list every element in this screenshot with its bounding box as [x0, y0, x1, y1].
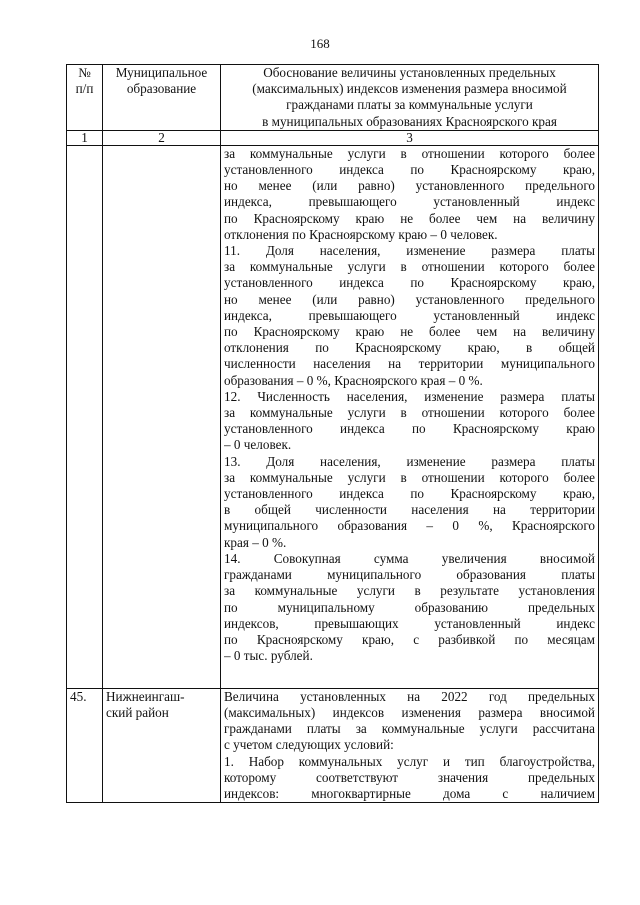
- row-number-cell: 45.: [67, 688, 103, 802]
- header-basis-line: Обоснование величины установленных предельных: [263, 65, 556, 80]
- basis-text-line: численности населения на территории муниципального: [224, 356, 595, 372]
- header-municipality-line: образование: [126, 81, 197, 97]
- header-basis-line: гражданами платы за коммунальные услуги: [286, 97, 533, 113]
- column-index-1: 1: [67, 130, 103, 145]
- basis-text-line: 1. Набор коммунальных услуг и тип благоустройства,: [224, 753, 595, 769]
- basis-text: [224, 146, 595, 665]
- basis-cell: [221, 145, 599, 688]
- basis-text-line: по муниципальному образованию предельных: [224, 599, 595, 615]
- column-header-municipality: [103, 65, 221, 131]
- basis-text-line: по Красноярскому краю не более чем на величину: [224, 324, 595, 340]
- basis-text-line: за коммунальные услуги в отношении которого более: [224, 469, 595, 485]
- basis-text: [224, 689, 595, 802]
- basis-text-line: индексов, превышающих установленный индекс: [224, 615, 595, 631]
- basis-text-line: индекса, превышающего установленный индекс: [224, 194, 595, 210]
- basis-text-line: – 0 тыс. рублей.: [224, 648, 313, 664]
- column-index-row: [67, 130, 599, 145]
- basis-text-line: по Красноярскому краю не более чем на величину: [224, 210, 595, 226]
- basis-text-line: которому соответствуют значения предельных: [224, 769, 595, 785]
- basis-text-line: индекса, превышающего установленный индекс: [224, 307, 595, 323]
- table-row: [67, 688, 599, 802]
- basis-text-line: с учетом следующих условий:: [224, 737, 394, 753]
- basis-text-line: 11. Доля населения, изменение размера платы: [224, 243, 595, 259]
- basis-text-line: Величина установленных на 2022 год предельных: [224, 688, 595, 704]
- basis-text-line: по Красноярскому краю, с разбивкой по месяцам: [224, 631, 595, 647]
- column-index-3: 3: [221, 130, 599, 145]
- header-basis-line: в муниципальных образованиях Красноярского края: [262, 113, 557, 129]
- header-number-line: п/п: [75, 81, 94, 97]
- basis-text-line: установленного индекса по Красноярскому краю,: [224, 486, 595, 502]
- basis-text-line: 14. Совокупная сумма увеличения вносимой: [224, 550, 595, 566]
- basis-text-line: муниципального образования – 0 %, Красноярского: [224, 518, 595, 534]
- municipal-index-table: [66, 64, 599, 803]
- table-header-row: [67, 65, 599, 131]
- basis-text-line: за коммунальные услуги в отношении которого более: [224, 145, 595, 161]
- basis-text-line: 13. Доля населения, изменение размера платы: [224, 453, 595, 469]
- row-number-cell: [67, 145, 103, 688]
- column-header-number: [67, 65, 103, 131]
- table-row: [67, 145, 599, 688]
- header-municipality-line: Муниципальное: [115, 65, 208, 80]
- basis-text-line: гражданами платы за коммунальные услуги рассчитана: [224, 721, 595, 737]
- basis-text-line: гражданами муниципального образования платы: [224, 567, 595, 583]
- basis-text-line: 12. Численность населения, изменение размера платы: [224, 388, 595, 404]
- municipality-name-line: ский район: [106, 705, 169, 721]
- header-basis-line: (максимальных) индексов изменения размера вносимой: [252, 81, 567, 97]
- basis-text-line: установленного индекса по Красноярскому краю,: [224, 162, 595, 178]
- municipality-cell: [103, 145, 221, 688]
- basis-text-line: края – 0 %.: [224, 534, 287, 550]
- column-index-2: 2: [103, 130, 221, 145]
- basis-text-line: в общей численности населения на территории: [224, 502, 595, 518]
- municipality-cell: [103, 688, 221, 802]
- column-header-basis: [221, 65, 599, 131]
- header-number-line: №: [78, 65, 91, 80]
- basis-text-line: но менее (или равно) установленного предельного: [224, 291, 595, 307]
- basis-text-line: отклонения по Красноярскому краю, в общей: [224, 340, 595, 356]
- page-number: 168: [310, 36, 330, 51]
- basis-text-line: индексов: многоквартирные дома с наличием: [224, 786, 595, 802]
- basis-text-line: установленного индекса по Красноярскому краю: [224, 421, 595, 437]
- basis-text-line: отклонения по Красноярскому краю – 0 человек.: [224, 226, 498, 242]
- basis-text-line: за коммунальные услуги в отношении которого более: [224, 405, 595, 421]
- basis-text-line: установленного индекса по Красноярскому краю,: [224, 275, 595, 291]
- basis-text-line: (максимальных) индексов изменения размера вносимой: [224, 705, 595, 721]
- basis-cell: [221, 688, 599, 802]
- basis-text-line: но менее (или равно) установленного предельного: [224, 178, 595, 194]
- basis-text-line: за коммунальные услуги в результате установления: [224, 583, 595, 599]
- basis-text-line: образования – 0 %, Красноярского края – 0 %.: [224, 372, 483, 388]
- basis-text-line: за коммунальные услуги в отношении которого более: [224, 259, 595, 275]
- basis-text-line: – 0 человек.: [224, 437, 292, 453]
- municipality-name-line: Нижнеингаш-: [106, 688, 185, 704]
